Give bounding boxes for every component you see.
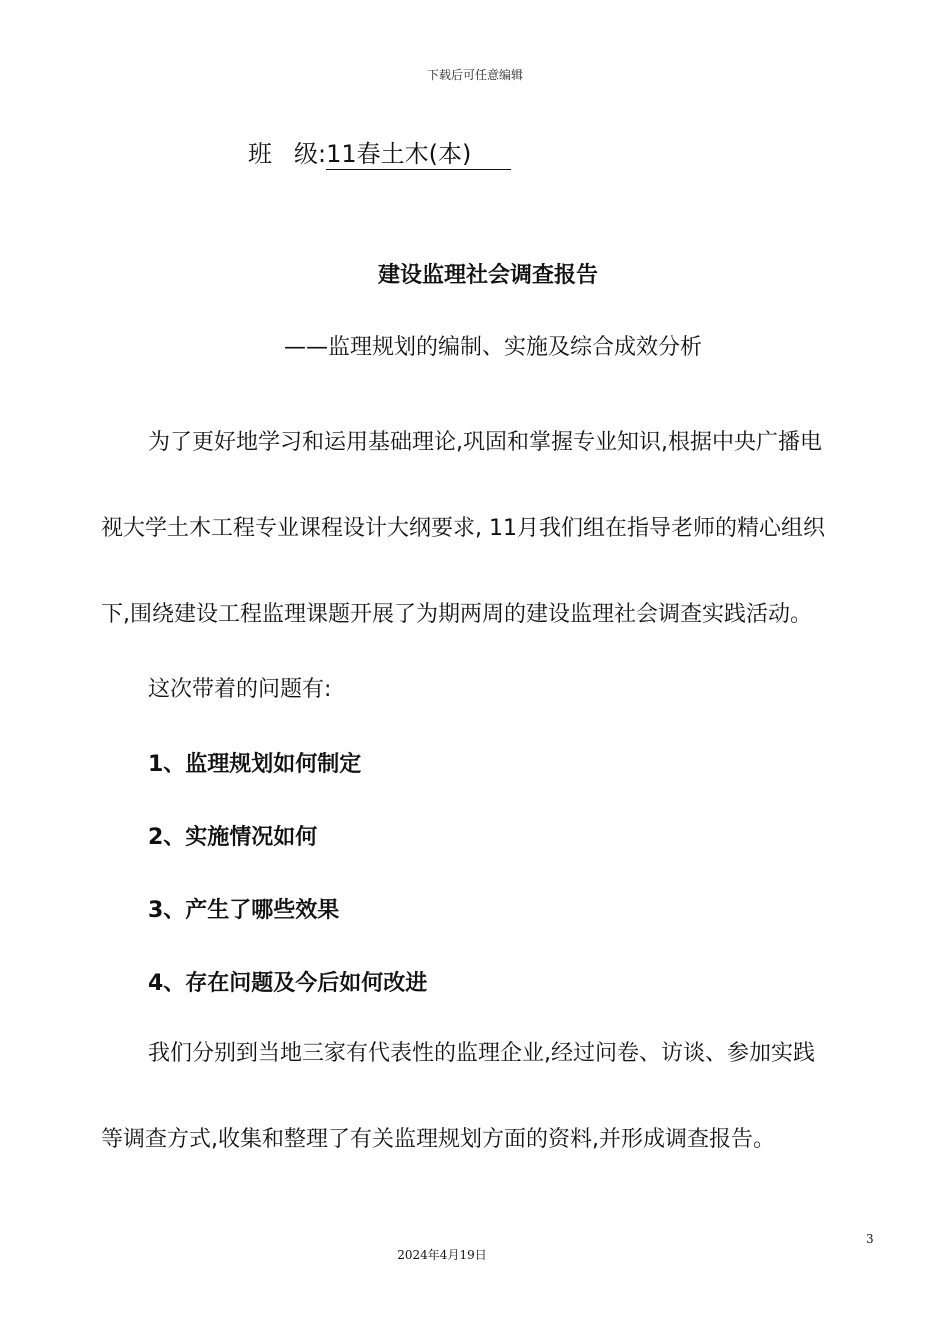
class-label-char-1: 班: [248, 140, 272, 168]
report-title: 建设监理社会调查报告: [377, 263, 598, 288]
class-label-colon: :: [318, 140, 327, 168]
page-header-note: 下载后可任意编辑: [426, 68, 523, 82]
question-item-4: 4、存在问题及今后如何改进: [148, 971, 428, 996]
method-paragraph-line-1: 我们分别到当地三家有代表性的监理企业,经过问卷、访谈、参加实践: [148, 1041, 815, 1066]
questions-lead: 这次带着的问题有:: [148, 677, 332, 702]
intro-paragraph-line-2: 视大学土木工程专业课程设计大纲要求, 11月我们组在指导老师的精心组织: [101, 516, 825, 541]
question-item-3: 3、产生了哪些效果: [148, 898, 340, 923]
report-subtitle: ——监理规划的编制、实施及综合成效分析: [284, 335, 703, 360]
class-label-char-2: 级: [294, 140, 318, 168]
question-item-1: 1、监理规划如何制定: [148, 752, 362, 777]
footer-date: 2024年4月19日: [397, 1248, 487, 1262]
page-number: 3: [866, 1232, 874, 1246]
question-item-2: 2、实施情况如何: [148, 825, 318, 850]
method-paragraph-line-2: 等调查方式,收集和整理了有关监理规划方面的资料,并形成调查报告。: [101, 1127, 775, 1152]
class-value: 11春土木(本): [326, 139, 511, 170]
intro-paragraph-line-1: 为了更好地学习和运用基础理论,巩固和掌握专业知识,根据中央广播电: [148, 430, 822, 455]
intro-paragraph-line-3: 下,围绕建设工程监理课题开展了为期两周的建设监理社会调查实践活动。: [101, 602, 812, 627]
class-field: [248, 134, 511, 170]
